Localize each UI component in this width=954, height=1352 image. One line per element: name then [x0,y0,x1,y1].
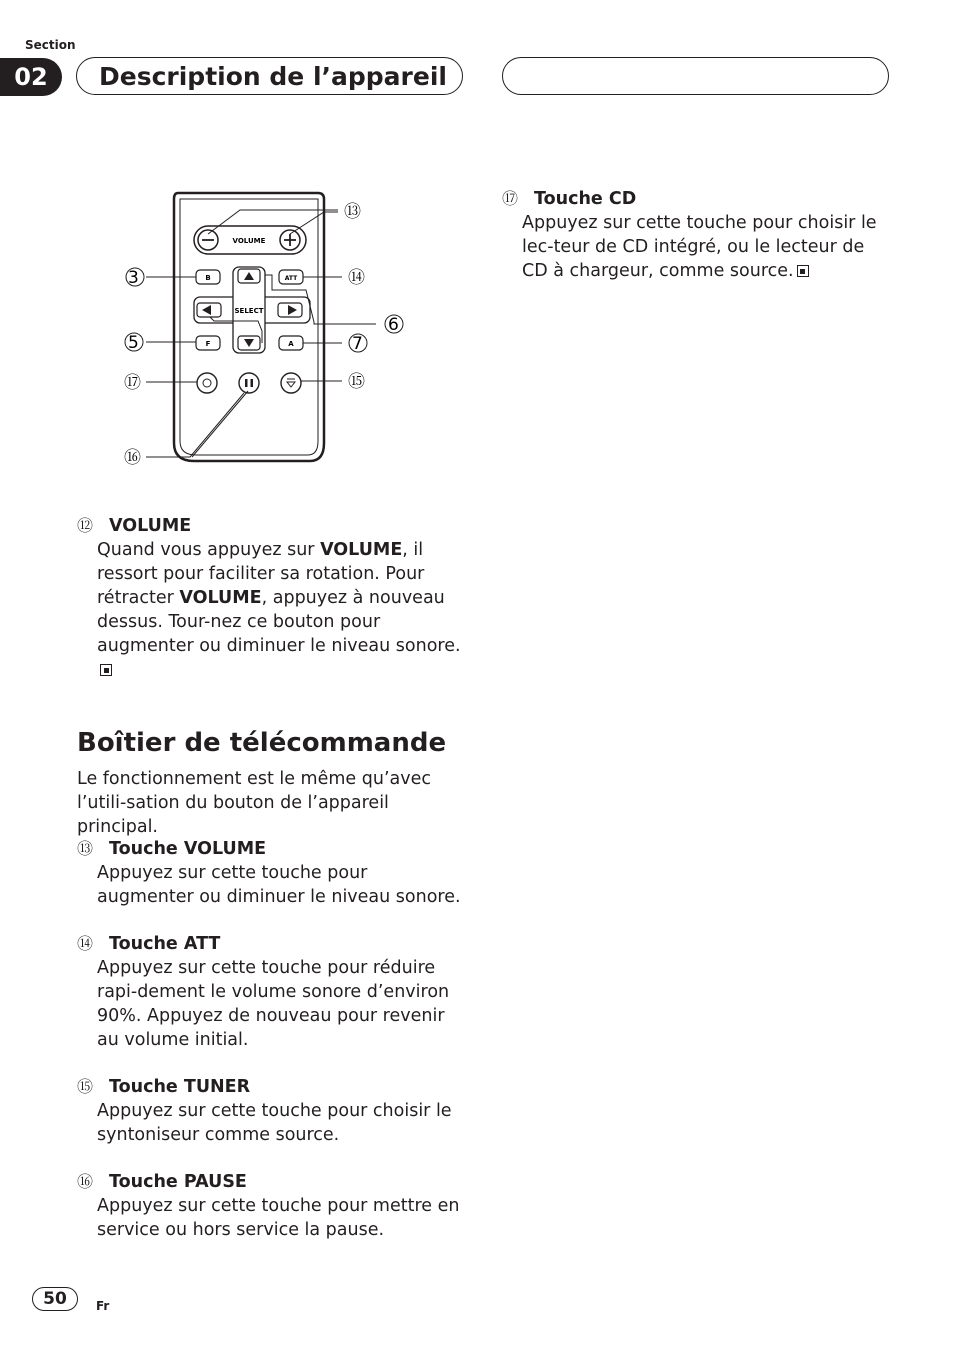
page-title [76,57,463,95]
remote-control-figure [110,185,410,475]
item-touche-tuner [77,1075,469,1147]
item-touche-pause [77,1170,469,1242]
callout-13: ⑬ [344,202,361,222]
item-text: Appuyez sur cette touche pour réduire rapi-dement le volume sonore d’environ 90%. Appuyez de nouveau pour revenir au volume initial. [97,958,450,1050]
item-number: ⑮ [77,1077,94,1096]
item-text: Appuyez sur cette touche pour choisir le syntoniseur comme source. [97,1101,452,1145]
callout-15: ⑮ [348,372,365,392]
item-title: Touche ATT [109,934,221,954]
callout-3: 3 [128,268,139,288]
page-title-text: Description de l’appareil [99,61,447,91]
volume-bold-1: VOLUME [320,540,403,560]
item-number: ⑬ [77,839,94,858]
remote-label-f: F [205,340,211,348]
remote-section-intro: Le fonctionnement est le même qu’avec l’utili-sation du bouton de l’appareil principal. [77,769,431,837]
item-head [77,1170,469,1194]
volume-item-text [97,538,469,682]
title-box-empty [502,57,889,95]
callout-6: 6 [388,315,399,335]
remote-label-a: A [288,340,294,348]
section-number-badge: 02 [0,58,62,96]
item-head [77,932,469,956]
callout-5: 5 [128,333,139,353]
item-text [522,211,894,283]
callout-17: ⑰ [124,373,141,393]
item-head [77,1075,469,1099]
volume-text-1: Quand vous appuyez sur [97,540,321,560]
remote-section-heading: Boîtier de télécommande [77,728,447,758]
callout-16: ⑯ [124,448,141,468]
section-label: Section [25,38,76,52]
remote-label-att: ATT [284,275,298,282]
item-text: Appuyez sur cette touche pour mettre en service ou hors service la pause. [97,1196,460,1240]
item-touche-cd [502,187,894,283]
volume-item-title: VOLUME [109,516,192,536]
volume-item-number: ⑫ [77,516,94,535]
remote-label-select: SELECT [234,307,264,315]
page-number: 50 [32,1287,78,1311]
volume-item [77,514,469,682]
volume-item-head [77,514,469,538]
item-title: Touche VOLUME [109,839,267,859]
remote-label-volume: VOLUME [232,237,266,245]
item-head [77,837,469,861]
item-number: ⑭ [77,934,94,953]
end-mark-icon [797,265,809,277]
item-title: Touche TUNER [109,1077,251,1097]
remote-label-b: B [205,274,211,282]
item-number: ⑰ [502,189,519,208]
volume-text-2: , il ressort pour faciliter sa rotation. Pour rétracter [97,540,425,608]
item-text-content: Appuyez sur cette touche pour choisir le lec-teur de CD intégré, ou le lecteur de CD à chargeur, comme source. [522,213,877,281]
item-head [502,187,894,211]
item-number: ⑯ [77,1172,94,1191]
item-text: Appuyez sur cette touche pour augmenter ou diminuer le niveau sonore. [97,863,461,907]
language-code: Fr [96,1299,110,1313]
volume-text-3: , appuyez à nouveau dessus. Tour-nez ce bouton pour augmenter ou diminuer le niveau sonore. [97,588,461,656]
callout-14: ⑭ [348,268,365,288]
end-mark-icon [100,664,112,676]
item-title: Touche CD [534,189,637,209]
volume-bold-2: VOLUME [179,588,262,608]
item-touche-volume [77,837,469,909]
item-title: Touche PAUSE [109,1172,247,1192]
callout-7: 7 [352,334,363,354]
item-touche-att [77,932,469,1052]
